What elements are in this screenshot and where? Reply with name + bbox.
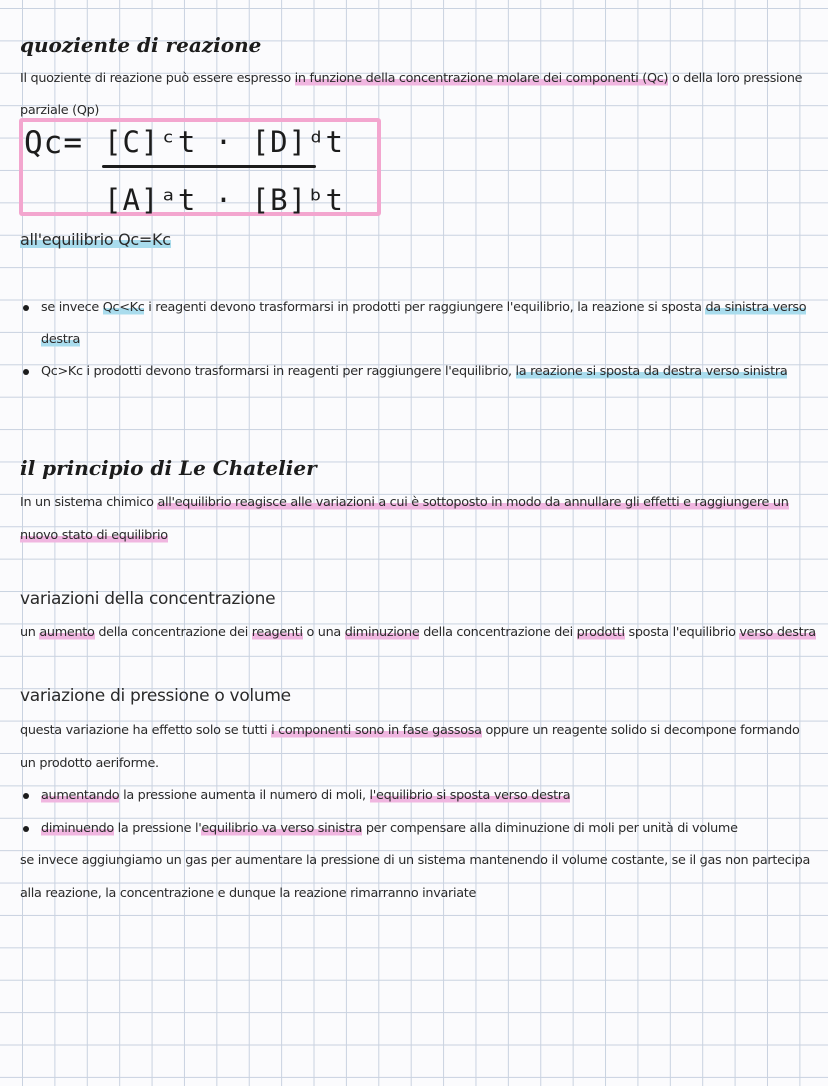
aumentando-text: la pressione aumenta il numero di moli,	[119, 788, 370, 803]
concentrazione-text-e: sposta l'equilibrio	[624, 625, 740, 640]
bullet1-highlight2: da sinistra verso	[705, 300, 807, 315]
highlight-diminuzione: diminuzione	[344, 625, 420, 640]
highlight-diminuendo: diminuendo	[41, 821, 114, 836]
bullet1-text-b: i reagenti devono trasformarsi in prodotti per raggiungere l'equilibrio, la reazione si sposta	[144, 300, 706, 315]
section-title-quoziente: quoziente di reazione	[20, 33, 262, 57]
pressione-text-b: oppure un reagente solido si decompone formando	[481, 723, 800, 738]
highlight-reagenti: reagenti	[251, 625, 303, 640]
highlight-aumentando: aumentando	[41, 788, 120, 803]
le-chatelier-text-a: In un sistema chimico	[20, 495, 158, 510]
le-chatelier-highlight1: all'equilibrio reagisce alle variazioni a cui è sottoposto in modo da annullare gli effetti e raggiungere un	[157, 495, 789, 510]
intro-highlight: in funzione della concentrazione molare dei componenti (Qc)	[294, 71, 669, 86]
paragraph-intro-line2: parziale (Qp)	[20, 103, 100, 118]
fraction-line	[102, 165, 316, 168]
bullet-dot	[23, 826, 29, 832]
equilibrium-text: all'equilibrio Qc=Kc	[20, 230, 171, 249]
le-chatelier-highlight2: nuovo stato di equilibrio	[20, 528, 168, 543]
pressione-paragraph-line1	[20, 723, 800, 739]
concentrazione-text-b: della concentrazione dei	[94, 625, 252, 640]
highlight-prodotti: prodotti	[576, 625, 625, 640]
highlight-equilibrio-destra: l'equilibrio si sposta verso destra	[369, 788, 571, 803]
highlight-fase-gassosa: i componenti sono in fase gassosa	[271, 723, 482, 738]
section-title-le-chatelier: il principio di Le Chatelier	[20, 456, 317, 480]
concentrazione-text-a: un	[20, 625, 40, 640]
bullet2-highlight: la reazione si sposta da destra verso sinistra	[515, 364, 788, 379]
bullet-dot	[23, 369, 29, 375]
bullet-dot	[23, 305, 29, 311]
gas-paragraph-line1: se invece aggiungiamo un gas per aumentare la pressione di un sistema mantenendo il volume costante, se il gas non partecipa	[20, 853, 811, 868]
heading-pressione: variazione di pressione o volume	[20, 686, 291, 706]
pressione-paragraph-line2: un prodotto aeriforme.	[20, 756, 159, 771]
bullet2-line1	[41, 364, 787, 380]
bullet-aumentando	[41, 788, 570, 804]
concentrazione-text-d: della concentrazione dei	[419, 625, 577, 640]
le-chatelier-line2	[20, 528, 168, 544]
highlight-equilibrio-sinistra: equilibrio va verso sinistra	[201, 821, 363, 836]
paragraph-intro-line1	[20, 71, 802, 87]
highlight-aumento: aumento	[39, 625, 95, 640]
bullet1-line2	[41, 332, 80, 348]
concentrazione-text-c: o una	[302, 625, 345, 640]
formula-lhs: Qc=	[24, 125, 83, 161]
le-chatelier-line1	[20, 495, 789, 511]
diminuendo-text-a: la pressione l'	[113, 821, 202, 836]
bullet1-line1	[41, 300, 806, 316]
bullet1-highlight1: Qc<Kc	[102, 300, 145, 315]
heading-concentrazione: variazioni della concentrazione	[20, 589, 276, 609]
equilibrium-line	[20, 230, 171, 249]
bullet-dot	[23, 793, 29, 799]
formula-denominator: [A]ᵃt · [B]ᵇt	[104, 183, 344, 217]
bullet-diminuendo	[41, 821, 738, 837]
formula-numerator: [C]ᶜt · [D]ᵈt	[104, 125, 344, 159]
pressione-text-a: questa variazione ha effetto solo se tutti	[20, 723, 272, 738]
intro-text-a: Il quoziente di reazione può essere espresso	[20, 71, 295, 86]
highlight-verso-destra: verso destra	[739, 625, 816, 640]
concentrazione-paragraph	[20, 625, 816, 641]
gas-paragraph-line2: alla reazione, la concentrazione e dunque la reazione rimarranno invariate	[20, 886, 477, 901]
diminuendo-text-b: per compensare alla diminuzione di moli per unità di volume	[362, 821, 738, 836]
bullet2-text-a: Qc>Kc i prodotti devono trasformarsi in reagenti per raggiungere l'equilibrio,	[41, 364, 516, 379]
intro-text-b: o della loro pressione	[668, 71, 803, 86]
bullet1-line2-highlight: destra	[41, 332, 80, 347]
bullet1-text-a: se invece	[41, 300, 103, 315]
